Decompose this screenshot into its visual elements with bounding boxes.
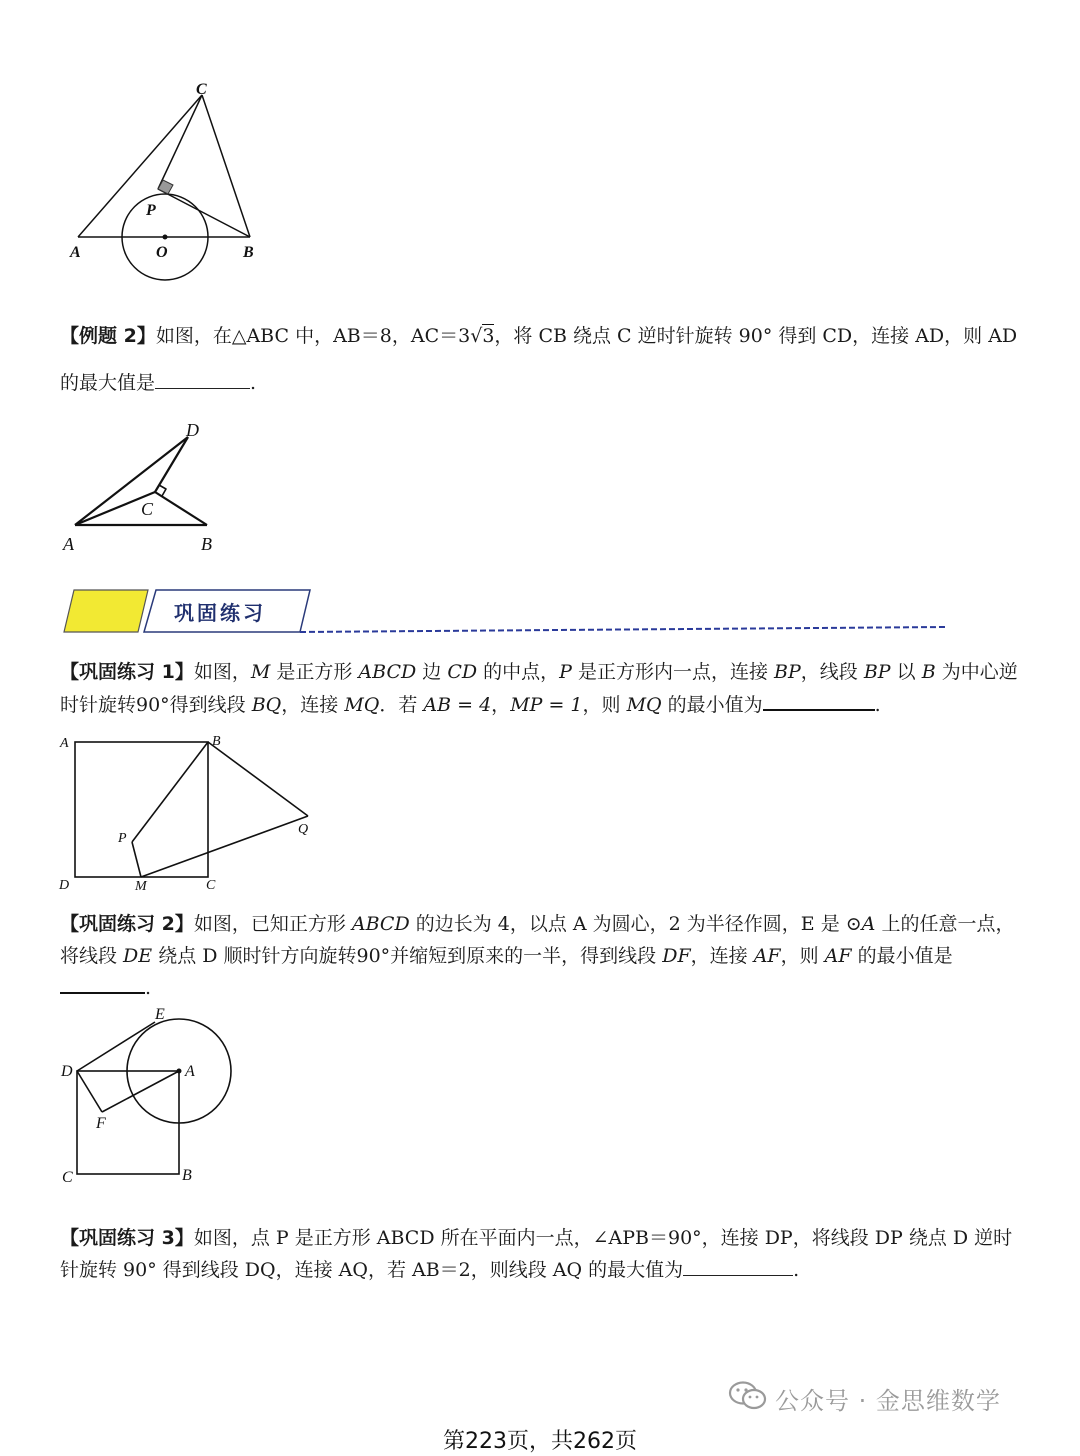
label-c: C <box>206 878 216 893</box>
label-a: A <box>70 244 81 261</box>
text: ，则 <box>582 694 627 716</box>
label-b: B <box>212 734 221 749</box>
label-b: B <box>182 1167 192 1184</box>
text: ， <box>491 694 511 716</box>
math-a: A <box>861 913 876 935</box>
math-af: AF <box>824 945 852 967</box>
section-dashed-line <box>300 627 945 632</box>
segment-cb <box>155 492 207 525</box>
label-d: D <box>61 1063 73 1080</box>
figure-rotation-triangle <box>55 415 235 560</box>
label-b: B <box>201 534 212 554</box>
answer-blank[interactable] <box>155 368 250 389</box>
segment-ac <box>78 95 202 237</box>
segment-bq <box>208 742 308 816</box>
figure-triangle-circle <box>60 75 290 290</box>
label-a: A <box>60 736 69 751</box>
text: ．若 <box>379 694 424 716</box>
text: ，连接 <box>281 694 345 716</box>
label-b: B <box>243 244 254 261</box>
label-d: D <box>59 878 70 893</box>
right-angle-mark <box>158 180 173 194</box>
label-o: O <box>156 244 168 261</box>
example-2-text-a: 如图，在△ABC 中，AB＝8，AC＝ <box>155 325 459 347</box>
square-abcd <box>75 742 208 877</box>
math-df: DF <box>662 945 691 967</box>
math-bp: BP <box>863 661 891 683</box>
math-mq: MQ <box>626 694 662 716</box>
answer-blank[interactable] <box>60 972 145 994</box>
math-abcd: ABCD <box>358 661 417 683</box>
label-m: M <box>135 879 147 894</box>
text: 是正方形 <box>270 661 359 683</box>
figure-square-rotation <box>55 730 330 900</box>
text: 的最小值为 <box>661 694 763 716</box>
example-2-text-b: ，将 CB 绕点 C 逆时针旋转 90° 得到 CD，连接 AD，则 AD <box>494 325 1018 347</box>
example-2-label: 【例题 2】 <box>60 325 156 347</box>
label-a: A <box>63 534 74 554</box>
text: 以 <box>890 661 922 683</box>
practice-3-label: 【巩固练习 3】 <box>60 1227 194 1249</box>
text: 上的任意一点，将线段 <box>60 913 1015 967</box>
segment-cd <box>155 437 188 492</box>
example-2 <box>60 320 1025 352</box>
segment-df <box>77 1071 102 1112</box>
text: 是正方形内一点，连接 <box>571 661 775 683</box>
practice-2 <box>60 908 1025 1004</box>
math-abcd: ABCD <box>351 913 410 935</box>
coef: 3 <box>458 325 471 347</box>
figure-square-circle <box>55 1000 255 1190</box>
radicand: 3 <box>482 325 495 347</box>
segment-bp <box>132 742 208 842</box>
text: 的中点， <box>477 661 560 683</box>
practice-3-text: 如图，点 P 是正方形 ABCD 所在平面内一点，∠APB＝90°，连接 DP，将线段 DP 绕点 D 逆时针旋转 90° 得到线段 DQ，连接 AQ，若 AB＝2，则线段 AQ 的最大值为 <box>60 1227 1013 1281</box>
answer-blank[interactable] <box>683 1255 793 1276</box>
text: 如图，已知正方形 <box>193 913 352 935</box>
math-b: B <box>921 661 936 683</box>
label-p: P <box>118 831 127 846</box>
segment-mq <box>141 816 308 877</box>
text: 为中心逆时针旋转90°得到线段 <box>60 661 1018 716</box>
label-q: Q <box>298 822 309 837</box>
label-c: C <box>196 81 207 98</box>
segment-pm <box>132 842 141 877</box>
label-f: F <box>96 1115 106 1132</box>
segment-ad <box>75 437 188 525</box>
text: 的边长为 4，以点 A 为圆心，2 为半径作圆，E 是 ⊙ <box>409 913 862 935</box>
example-2-text-c: 的最大值是 <box>60 372 156 394</box>
math-mp: MP = 1 <box>510 694 583 716</box>
section-title: 巩固练习 <box>174 601 266 625</box>
text: ，线段 <box>800 661 864 683</box>
segment-de <box>77 1022 155 1071</box>
example-2-line2 <box>60 367 1025 399</box>
math-mq: MQ <box>344 694 380 716</box>
text: 的最小值是 <box>851 945 953 967</box>
label-c: C <box>62 1169 73 1186</box>
period: . <box>874 694 881 716</box>
practice-3 <box>60 1222 1025 1286</box>
label-e: E <box>155 1006 165 1023</box>
practice-1 <box>60 656 1025 722</box>
text: ，连接 <box>690 945 754 967</box>
label-c: C <box>141 499 154 519</box>
page-number: 第223页，共262页 <box>443 1429 637 1454</box>
math-bq: BQ <box>251 694 282 716</box>
text: 绕点 D 顺时针方向旋转90°并缩短到原来的一半，得到线段 <box>152 945 663 967</box>
period: . <box>145 977 152 999</box>
practice-2-label: 【巩固练习 2】 <box>60 913 194 935</box>
label-d: D <box>186 420 199 440</box>
watermark-text: 公众号 · 金思维数学 <box>775 1387 1001 1415</box>
math-bp: BP <box>774 661 801 683</box>
segment-cp <box>158 95 202 189</box>
section-yellow-tab <box>64 590 148 632</box>
text: 边 <box>416 661 448 683</box>
math-ab: AB = 4 <box>423 694 492 716</box>
period: . <box>250 372 257 394</box>
text: 如图， <box>193 661 251 683</box>
math-de: DE <box>123 945 153 967</box>
math-m: M <box>250 661 271 683</box>
wechat-icon <box>728 1380 768 1412</box>
math-af: AF <box>753 945 781 967</box>
practice-1-label: 【巩固练习 1】 <box>60 661 194 683</box>
square-abcd <box>77 1071 179 1174</box>
sqrt-sign: √ <box>470 325 483 347</box>
label-a: A <box>185 1063 195 1080</box>
label-p: P <box>146 202 156 219</box>
math-cd: CD <box>447 661 478 683</box>
point-o <box>163 235 168 240</box>
text: ，则 <box>780 945 825 967</box>
answer-blank[interactable] <box>763 689 875 711</box>
math-p: P <box>559 661 572 683</box>
point-a <box>177 1069 182 1074</box>
period: . <box>793 1259 800 1281</box>
